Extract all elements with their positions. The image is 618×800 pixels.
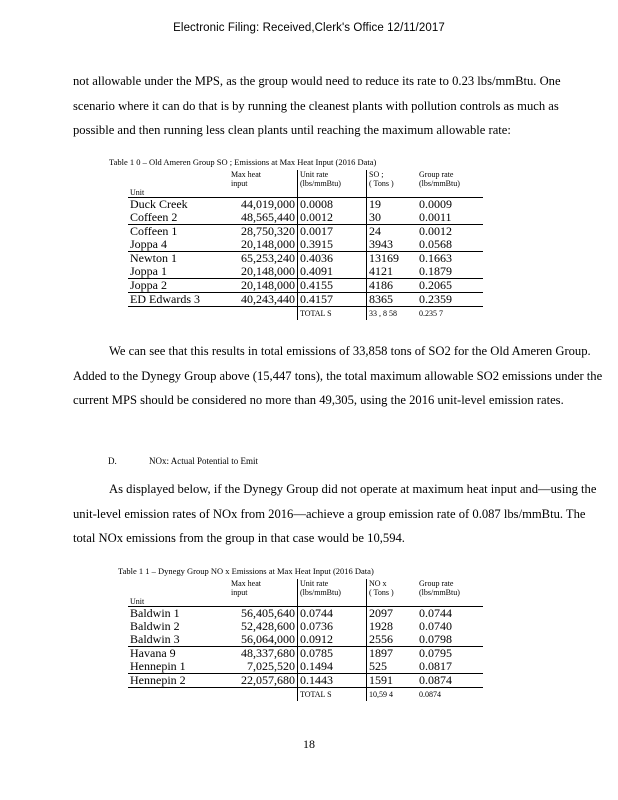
table-cell: 0.0912 — [298, 633, 367, 647]
table-cell: 0.0744 — [298, 607, 367, 621]
table-cell: 0.0568 — [419, 237, 452, 251]
table-cell: 2556 — [367, 633, 418, 647]
table-row — [128, 265, 483, 279]
table-cell: 0.0785 — [298, 647, 367, 661]
table-cell: 48,337,680 — [241, 646, 295, 660]
table-cell: 44,019,000 — [241, 197, 295, 211]
table-cell: 13169 — [367, 252, 418, 266]
column-header: NO x ( Tons ) — [367, 579, 418, 597]
table-cell: 8365 — [367, 293, 418, 307]
table-row — [128, 211, 483, 225]
table-cell: 20,148,000 — [241, 278, 295, 292]
table-row — [128, 647, 483, 661]
table-cell: 19 — [367, 198, 418, 212]
table-cell: 7,025,520 — [247, 659, 295, 673]
section-heading — [108, 456, 258, 466]
table-row — [128, 660, 483, 674]
column-header — [128, 170, 229, 188]
table-cell: Coffeen 2 — [130, 210, 178, 224]
table-cell: Baldwin 1 — [130, 606, 180, 620]
table-cell: 0.0009 — [419, 197, 452, 211]
table-cell: 0.1494 — [298, 660, 367, 674]
table-cell: Hennepin 2 — [130, 673, 186, 687]
table-cell: 0.3915 — [298, 238, 367, 252]
table-row — [128, 252, 483, 266]
table-cell: 0.0798 — [419, 632, 452, 646]
table-cell: 0.0874 — [419, 673, 452, 687]
table-cell: Hennepin 1 — [130, 659, 186, 673]
table-row — [128, 607, 483, 621]
table-cell: 48,565,440 — [241, 210, 295, 224]
table-cell: 1928 — [367, 620, 418, 633]
table-cell: 2097 — [367, 607, 418, 621]
table-cell: 0.4157 — [298, 293, 367, 307]
table-cell: Baldwin 2 — [130, 619, 180, 633]
table-cell: Duck Creek — [130, 197, 188, 211]
table-cell: 20,148,000 — [241, 264, 295, 278]
table-cell: 0.1879 — [419, 264, 452, 278]
table-cell: 4186 — [367, 279, 418, 293]
table-cell: Havana 9 — [130, 646, 176, 660]
table-cell: 0.0740 — [419, 619, 452, 633]
table-cell: 30 — [367, 211, 418, 225]
table-cell: Coffeen 1 — [130, 224, 178, 238]
table-row — [128, 293, 483, 307]
table-cell: 0.2065 — [419, 278, 452, 292]
column-header: Unit — [130, 188, 145, 197]
table1-total-label: TOTAL S — [298, 307, 367, 321]
table2-total-rate: 0.0874 — [419, 690, 441, 699]
column-header: Group rate (lbs/mmBtu) — [419, 579, 460, 597]
table-cell: 56,405,640 — [241, 606, 295, 620]
section-title: NOx: Actual Potential to Emit — [149, 456, 258, 466]
table1 — [128, 170, 483, 320]
table-cell: 52,428,600 — [241, 619, 295, 633]
column-header: Max heat input — [231, 170, 261, 188]
table-cell: 28,750,320 — [241, 224, 295, 238]
table-cell: 0.0744 — [419, 606, 452, 620]
table-cell: 0.0012 — [419, 224, 452, 238]
table2-total-tons: 10,59 4 — [367, 688, 418, 702]
table-row — [128, 225, 483, 239]
section-letter: D. — [108, 456, 117, 466]
table-cell: 0.4155 — [298, 279, 367, 293]
table-cell: 1897 — [367, 647, 418, 661]
table-row — [128, 633, 483, 647]
table-cell: Baldwin 3 — [130, 632, 180, 646]
table-cell: 4121 — [367, 265, 418, 279]
page-number: 18 — [303, 737, 315, 751]
table-row — [128, 238, 483, 252]
column-header: SO ; ( Tons ) — [367, 170, 418, 188]
table-row — [128, 198, 483, 212]
table-cell: 56,064,000 — [241, 632, 295, 646]
paragraph-nox: As displayed below, if the Dynegy Group did not operate at maximum heat input and—using the unit-level emission rates of NOx from 2016—achieve a group emission rate of 0.087 lbs/mmBtu. The total NOx emissions from the group in that case would be 10,594. — [73, 482, 597, 545]
table2-total-label: TOTAL S — [298, 688, 367, 702]
table-cell: 0.0008 — [298, 198, 367, 212]
table-cell: Joppa 4 — [130, 237, 167, 251]
table-cell: Joppa 2 — [130, 278, 167, 292]
filing-header: Electronic Filing: Received,Clerk's Office 12/11/2017 — [173, 22, 445, 34]
table-cell: 24 — [367, 225, 418, 239]
table2 — [128, 579, 483, 701]
table1-caption: Table 1 0 – Old Ameren Group SO ; Emissions at Max Heat Input (2016 Data) — [109, 157, 377, 167]
table1-total-rate: 0.235 7 — [419, 309, 443, 318]
table-cell: 0.4091 — [298, 265, 367, 279]
table-cell: 0.1663 — [419, 251, 452, 265]
table-cell: 0.0795 — [419, 646, 452, 660]
table-cell: 0.0012 — [298, 211, 367, 225]
table-cell: 22,057,680 — [241, 673, 295, 687]
paragraph-old-ameren-total: We can see that this results in total emissions of 33,858 tons of SO2 for the Old Ameren Group. Added to the Dynegy Group above (15,447 tons), the total maximum allowable SO2 emissions under the current MPS should be considered no more than 49,305, using the 2016 unit-level emission rates. — [73, 344, 603, 407]
paragraph-intro: not allowable under the MPS, as the group would need to reduce its rate to 0.23 lbs/mmBtu. One scenario where it can do that is by running the cleanest plants with pollution controls as much as possible and then running less clean plants until reaching the maximum allowable rate: — [73, 74, 561, 137]
column-header: Unit rate (lbs/mmBtu) — [298, 579, 367, 597]
table-cell: 0.0017 — [298, 225, 367, 239]
column-header: Unit — [130, 597, 145, 606]
table-cell: Newton 1 — [130, 251, 177, 265]
table1-total-tons: 33 , 8 58 — [367, 307, 418, 321]
table-cell: Joppa 1 — [130, 264, 167, 278]
table-cell: 40,243,440 — [241, 292, 295, 306]
table-cell: 0.2359 — [419, 292, 452, 306]
column-header: Max heat input — [231, 579, 261, 597]
table-cell: 1591 — [367, 674, 418, 688]
table-cell: ED Edwards 3 — [130, 292, 200, 306]
table-cell: 0.0817 — [419, 659, 452, 673]
table-cell: 0.4036 — [298, 252, 367, 266]
column-header: Unit rate (lbs/mmBtu) — [298, 170, 367, 188]
table-cell: 20,148,000 — [241, 237, 295, 251]
table-cell: 0.1443 — [298, 674, 367, 688]
table-row — [128, 674, 483, 688]
table-cell: 3943 — [367, 238, 418, 252]
table-cell: 525 — [367, 660, 418, 674]
table-cell: 65,253,240 — [241, 251, 295, 265]
column-header: Group rate (lbs/mmBtu) — [419, 170, 460, 188]
column-header — [128, 579, 229, 597]
table2-caption: Table 1 1 – Dynegy Group NO x Emissions at Max Heat Input (2016 Data) — [118, 566, 374, 576]
table-cell: 0.0736 — [298, 620, 367, 633]
table-cell: 0.0011 — [419, 210, 452, 224]
table-row — [128, 279, 483, 293]
